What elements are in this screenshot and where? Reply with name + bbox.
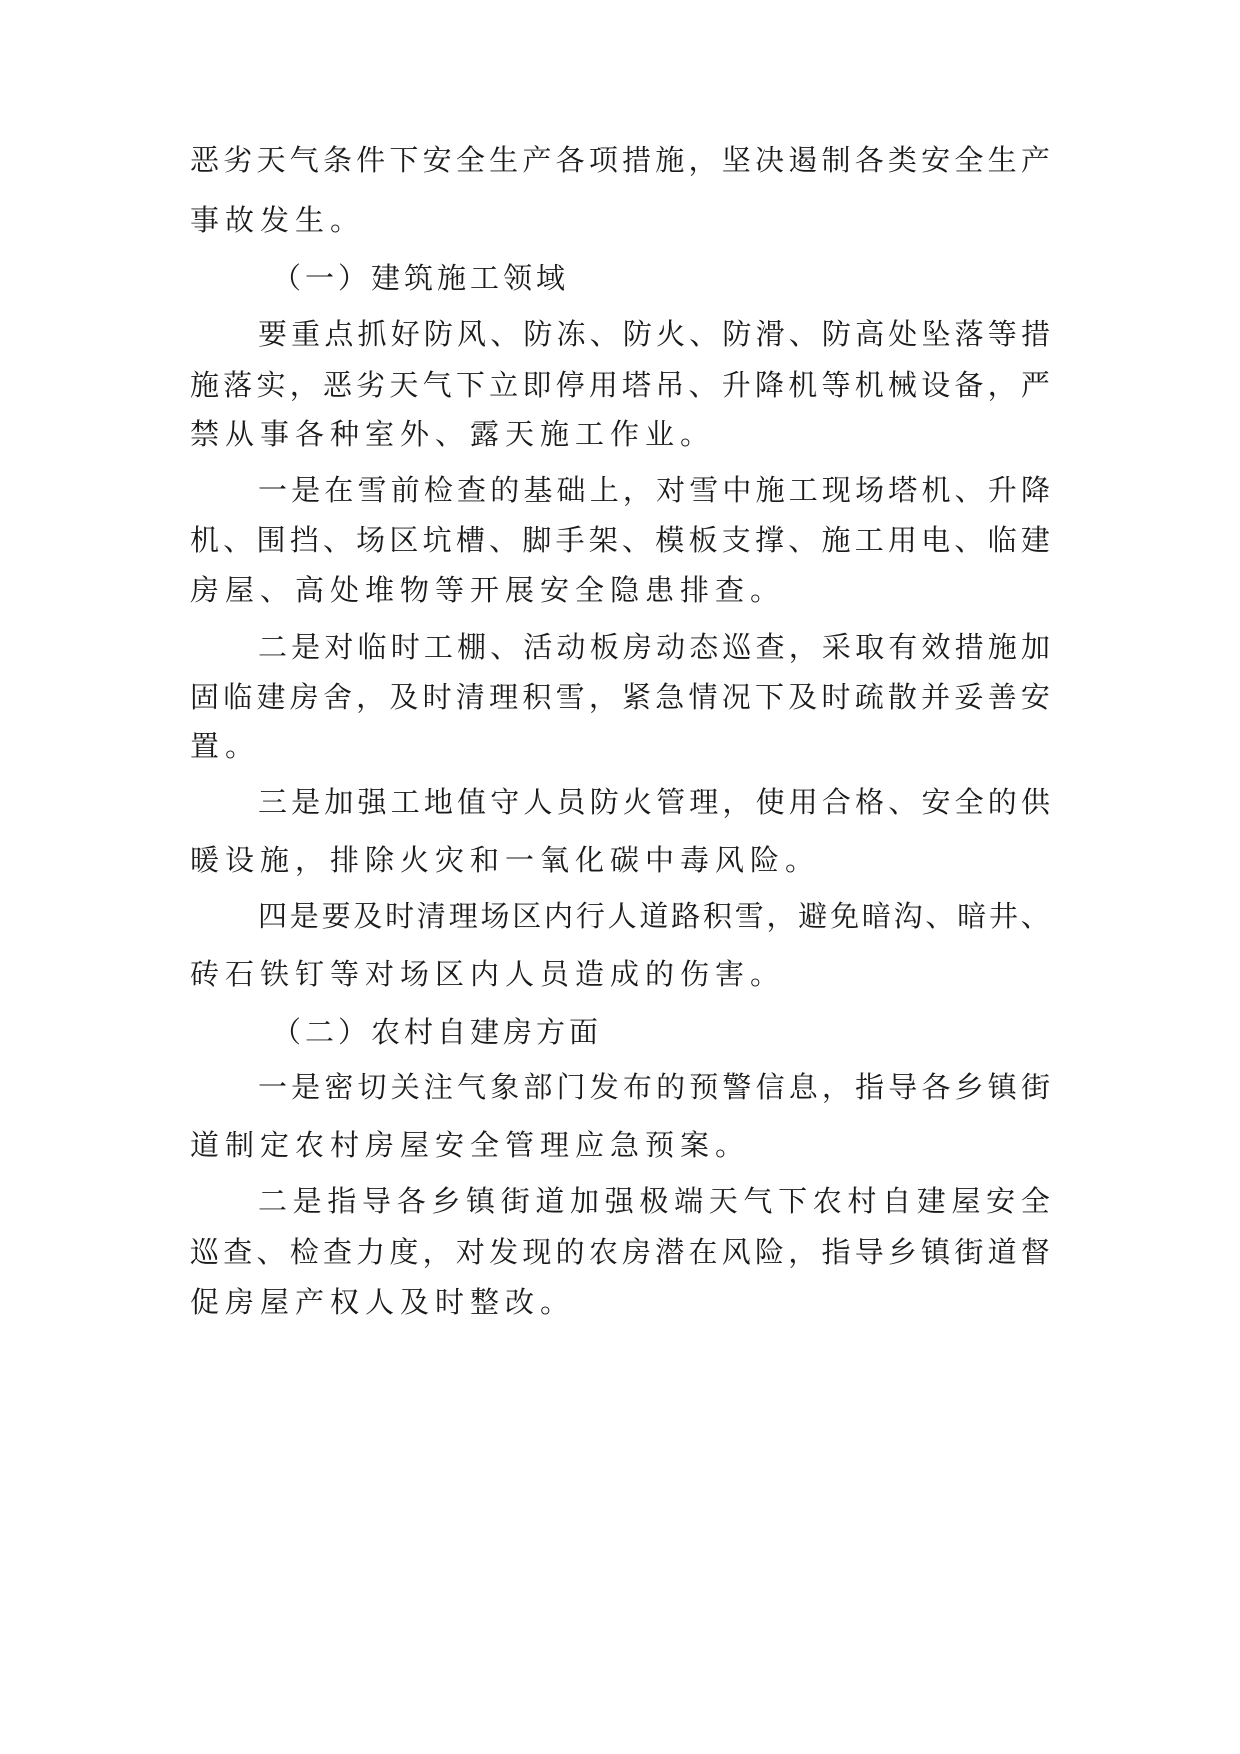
body-text-line: 二 是 对 临 时 工 棚 、 活 动 板 房 动 态 巡 查 ， 采 取 有 效 措 施 加	[258, 630, 1050, 664]
body-text-line: 置。	[190, 729, 261, 763]
body-text-line: 三 是 加 强 工 地 值 守 人 员 防 火 管 理 ， 使 用 合 格 、 安 全 的 供	[258, 785, 1050, 819]
body-text-line: 砖石铁钉等对场区内人员造成的伤害。	[190, 957, 786, 991]
body-text-line: 恶 劣 天 气 条 件 下 安 全 生 产 各 项 措 施 ， 坚 决 遏 制 各 类 安 全 生 产	[190, 143, 1050, 177]
body-text-line: 四 是 要 及 时 清 理 场 区 内 行 人 道 路 积 雪 ， 避 免 暗 沟 、 暗 井 、	[258, 899, 1050, 933]
section-heading: （一）建筑施工领域	[272, 261, 570, 295]
body-text-line: 巡 查 、 检 查 力 度 ， 对 发 现 的 农 房 潜 在 风 险 ， 指 导 乡 镇 街 道 督	[190, 1235, 1050, 1269]
body-text-line: 道制定农村房屋安全管理应急预案。	[190, 1128, 751, 1162]
body-text-line: 二 是 指 导 各 乡 镇 街 道 加 强 极 端 天 气 下 农 村 自 建 屋 安 全	[258, 1184, 1050, 1218]
body-text-line: 禁从事各种室外、露天施工作业。	[190, 417, 716, 451]
body-text-line: 要 重 点 抓 好 防 风 、 防 冻 、 防 火 、 防 滑 、 防 高 处 坠 落 等 措	[258, 317, 1050, 351]
body-text-line: 固 临 建 房 舍 ， 及 时 清 理 积 雪 ， 紧 急 情 况 下 及 时 疏 散 并 妥 善 安	[190, 680, 1050, 714]
body-text-line: 房屋、高处堆物等开展安全隐患排查。	[190, 573, 786, 607]
body-text-line: 事故发生。	[190, 203, 366, 237]
body-text-line: 机 、 围 挡 、 场 区 坑 槽 、 脚 手 架 、 模 板 支 撑 、 施 工 用 电 、 临 建	[190, 523, 1050, 557]
body-text-line: 促房屋产权人及时整改。	[190, 1285, 576, 1319]
body-text-line: 一 是 密 切 关 注 气 象 部 门 发 布 的 预 警 信 息 ， 指 导 各 乡 镇 街	[258, 1070, 1050, 1104]
body-text-line: 一 是 在 雪 前 检 查 的 基 础 上 ， 对 雪 中 施 工 现 场 塔 机 、 升 降	[258, 473, 1050, 507]
body-text-line: 施 落 实 ， 恶 劣 天 气 下 立 即 停 用 塔 吊 、 升 降 机 等 机 械 设 备 ， 严	[190, 368, 1050, 402]
body-text-line: 暖设施，排除火灾和一氧化碳中毒风险。	[190, 843, 821, 877]
section-heading: （二）农村自建房方面	[272, 1015, 603, 1049]
